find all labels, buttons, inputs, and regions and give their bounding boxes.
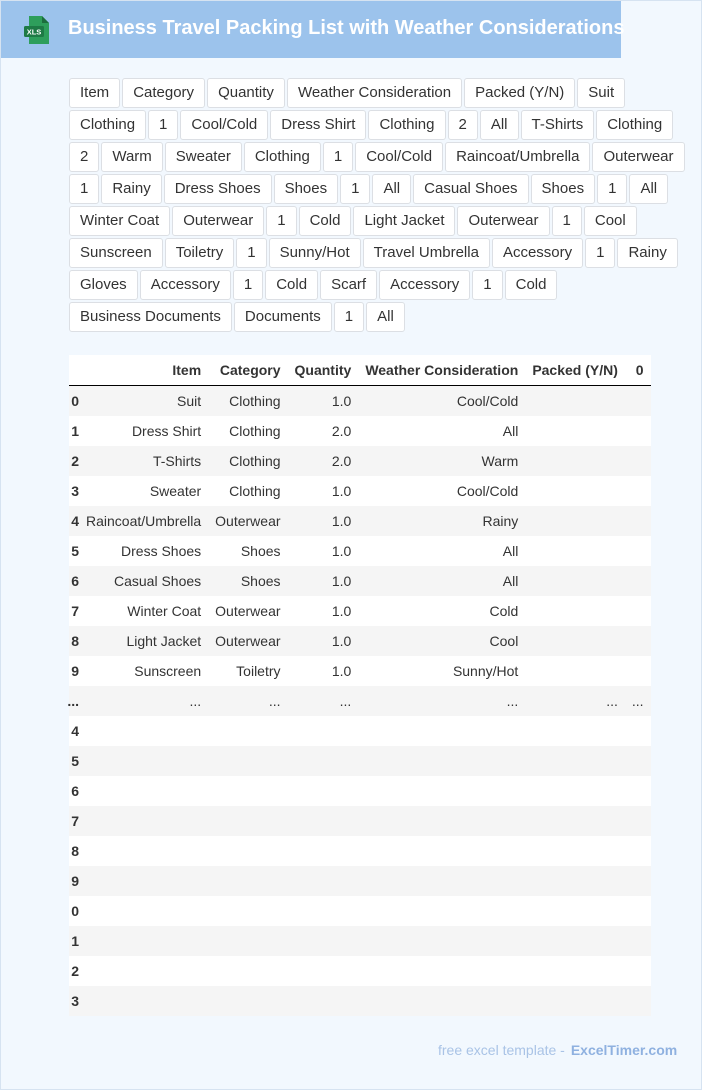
table-cell xyxy=(625,386,651,417)
row-index: ... xyxy=(69,686,79,716)
footer-brand-link[interactable]: ExcelTimer.com xyxy=(570,1042,678,1058)
table-cell xyxy=(625,866,651,896)
tag-item: Cool/Cold xyxy=(180,110,268,140)
table-cell xyxy=(525,956,625,986)
table-cell xyxy=(625,476,651,506)
tag-item: Clothing xyxy=(368,110,445,140)
tag-item: Packed (Y/N) xyxy=(464,78,575,108)
table-cell: 1.0 xyxy=(288,596,359,626)
table-cell xyxy=(625,506,651,536)
table-cell xyxy=(525,746,625,776)
table-cell: 1.0 xyxy=(288,506,359,536)
table-cell xyxy=(525,566,625,596)
table-row xyxy=(69,956,651,986)
tag-item: Winter Coat xyxy=(69,206,170,236)
tag-item: Shoes xyxy=(274,174,339,204)
xls-file-icon xyxy=(23,15,51,45)
tag-item: Category xyxy=(122,78,205,108)
table-cell: ... xyxy=(79,686,208,716)
table-cell xyxy=(208,806,287,836)
table-cell xyxy=(288,926,359,956)
table-cell: Winter Coat xyxy=(79,596,208,626)
table-cell xyxy=(208,896,287,926)
table-cell: All xyxy=(358,416,525,446)
table-cell: ... xyxy=(525,686,625,716)
table-cell: Suit xyxy=(79,386,208,417)
tag-item: T-Shirts xyxy=(521,110,595,140)
table-row xyxy=(69,566,651,596)
table-cell xyxy=(208,716,287,746)
table-cell xyxy=(79,836,208,866)
table-cell: ... xyxy=(625,686,651,716)
table-cell xyxy=(208,836,287,866)
table-cell: 1.0 xyxy=(288,536,359,566)
tag-item: 1 xyxy=(233,270,263,300)
tag-item: Sunny/Hot xyxy=(269,238,361,268)
tag-item: Accessory xyxy=(492,238,583,268)
table-cell xyxy=(79,806,208,836)
tag-item: Casual Shoes xyxy=(413,174,528,204)
tag-item: Cold xyxy=(265,270,318,300)
table-cell xyxy=(525,626,625,656)
tag-item: 1 xyxy=(236,238,266,268)
table-cell: 1.0 xyxy=(288,656,359,686)
tag-item: Clothing xyxy=(596,110,673,140)
table-cell xyxy=(625,926,651,956)
tag-item: Rainy xyxy=(617,238,677,268)
table-cell: Shoes xyxy=(208,566,287,596)
table-cell: 1.0 xyxy=(288,626,359,656)
tag-item: Light Jacket xyxy=(353,206,455,236)
table-cell xyxy=(525,986,625,1016)
table-row xyxy=(69,626,651,656)
table-cell: Clothing xyxy=(208,386,287,417)
table-cell xyxy=(79,956,208,986)
table-row xyxy=(69,716,651,746)
table-cell: 1.0 xyxy=(288,476,359,506)
tag-item: Toiletry xyxy=(165,238,235,268)
table-cell xyxy=(358,806,525,836)
table-cell: Casual Shoes xyxy=(79,566,208,596)
table-cell: Rainy xyxy=(358,506,525,536)
table-cell xyxy=(625,446,651,476)
tag-item: Cold xyxy=(505,270,558,300)
table-cell: ... xyxy=(208,686,287,716)
table-cell xyxy=(358,986,525,1016)
row-index: 4 xyxy=(69,716,79,746)
table-cell xyxy=(288,956,359,986)
table-cell: Sweater xyxy=(79,476,208,506)
table-cell xyxy=(208,926,287,956)
table-cell: ... xyxy=(358,686,525,716)
tag-item: Scarf xyxy=(320,270,377,300)
data-table xyxy=(69,355,651,1016)
table-cell xyxy=(625,536,651,566)
table-cell xyxy=(625,656,651,686)
row-index: 1 xyxy=(69,416,79,446)
table-cell xyxy=(625,776,651,806)
table-cell: 2.0 xyxy=(288,446,359,476)
row-index: 0 xyxy=(69,386,79,417)
table-cell xyxy=(358,776,525,806)
tag-item: 1 xyxy=(69,174,99,204)
table-cell xyxy=(288,806,359,836)
tag-item: Rainy xyxy=(101,174,161,204)
tag-item: Outerwear xyxy=(592,142,684,172)
table-cell xyxy=(525,416,625,446)
table-cell xyxy=(358,956,525,986)
table-cell xyxy=(288,896,359,926)
table-cell: Outerwear xyxy=(208,626,287,656)
tag-item: 1 xyxy=(323,142,353,172)
table-cell xyxy=(625,416,651,446)
tag-item: 2 xyxy=(448,110,478,140)
table-cell: ... xyxy=(288,686,359,716)
tag-item: Business Documents xyxy=(69,302,232,332)
table-cell: All xyxy=(358,566,525,596)
row-index: 0 xyxy=(69,896,79,926)
table-cell xyxy=(288,746,359,776)
table-cell xyxy=(208,986,287,1016)
table-cell xyxy=(208,956,287,986)
row-index: 8 xyxy=(69,836,79,866)
table-row xyxy=(69,596,651,626)
tag-item: 2 xyxy=(69,142,99,172)
tag-item: Clothing xyxy=(69,110,146,140)
table-cell xyxy=(625,746,651,776)
table-cell xyxy=(525,386,625,417)
tag-item: 1 xyxy=(266,206,296,236)
row-index: 3 xyxy=(69,986,79,1016)
table-cell: Raincoat/Umbrella xyxy=(79,506,208,536)
table-cell xyxy=(288,716,359,746)
tag-item: Cool/Cold xyxy=(355,142,443,172)
tag-item: Clothing xyxy=(244,142,321,172)
tag-item: All xyxy=(629,174,668,204)
tag-item: Outerwear xyxy=(172,206,264,236)
table-row xyxy=(69,896,651,926)
table-cell: Clothing xyxy=(208,476,287,506)
tag-item: Warm xyxy=(101,142,162,172)
row-index: 6 xyxy=(69,566,79,596)
column-header: Packed (Y/N) xyxy=(525,355,625,386)
footer xyxy=(438,1042,677,1058)
table-cell xyxy=(525,446,625,476)
table-cell: All xyxy=(358,536,525,566)
table-cell: Clothing xyxy=(208,446,287,476)
table-cell xyxy=(288,836,359,866)
table-cell xyxy=(525,536,625,566)
row-index: 5 xyxy=(69,536,79,566)
tag-item: 1 xyxy=(340,174,370,204)
table-cell xyxy=(525,776,625,806)
table-row xyxy=(69,476,651,506)
row-index: 2 xyxy=(69,956,79,986)
table-row xyxy=(69,926,651,956)
table-cell xyxy=(208,866,287,896)
table-cell: Cool/Cold xyxy=(358,386,525,417)
tag-item: Outerwear xyxy=(457,206,549,236)
tag-item: Documents xyxy=(234,302,332,332)
table-cell: Toiletry xyxy=(208,656,287,686)
table-cell xyxy=(358,836,525,866)
table-cell xyxy=(208,776,287,806)
tag-item: Sweater xyxy=(165,142,242,172)
table-cell: Sunny/Hot xyxy=(358,656,525,686)
table-cell xyxy=(525,716,625,746)
tag-item: Raincoat/Umbrella xyxy=(445,142,590,172)
table-cell xyxy=(525,476,625,506)
table-cell xyxy=(525,926,625,956)
table-cell: Clothing xyxy=(208,416,287,446)
tag-item: Suit xyxy=(577,78,625,108)
table-cell xyxy=(79,986,208,1016)
table-cell xyxy=(79,746,208,776)
table-row xyxy=(69,806,651,836)
page-title: Business Travel Packing List with Weather Considerations xyxy=(68,17,625,39)
table-cell xyxy=(625,806,651,836)
table-row xyxy=(69,656,651,686)
tag-item: Sunscreen xyxy=(69,238,163,268)
table-cell xyxy=(288,866,359,896)
tag-item: Accessory xyxy=(379,270,470,300)
table-cell xyxy=(525,866,625,896)
tag-item: 1 xyxy=(552,206,582,236)
tag-list xyxy=(69,78,689,334)
table-cell: Light Jacket xyxy=(79,626,208,656)
column-header: Category xyxy=(208,355,287,386)
table-row xyxy=(69,776,651,806)
tag-item: All xyxy=(366,302,405,332)
table-cell: Dress Shirt xyxy=(79,416,208,446)
table-cell xyxy=(79,776,208,806)
table-cell xyxy=(625,596,651,626)
table-cell: Cool xyxy=(358,626,525,656)
row-index: 9 xyxy=(69,866,79,896)
tag-item: Weather Consideration xyxy=(287,78,462,108)
table-cell: Cool/Cold xyxy=(358,476,525,506)
tag-item: All xyxy=(480,110,519,140)
table-cell xyxy=(525,596,625,626)
table-cell xyxy=(525,896,625,926)
table-cell: T-Shirts xyxy=(79,446,208,476)
table-row xyxy=(69,686,651,716)
table-row xyxy=(69,506,651,536)
table-cell: Warm xyxy=(358,446,525,476)
table-cell: 1.0 xyxy=(288,566,359,596)
table-cell xyxy=(288,776,359,806)
table-header-row xyxy=(69,355,651,386)
table-cell xyxy=(625,986,651,1016)
tag-item: Cold xyxy=(299,206,352,236)
tag-item: Item xyxy=(69,78,120,108)
svg-text:XLS: XLS xyxy=(26,27,42,37)
table-row xyxy=(69,986,651,1016)
table-cell xyxy=(525,656,625,686)
tag-item: 1 xyxy=(597,174,627,204)
table-cell xyxy=(358,716,525,746)
table-cell xyxy=(208,746,287,776)
tag-item: Cool xyxy=(584,206,637,236)
table-cell: Sunscreen xyxy=(79,656,208,686)
table-cell: Outerwear xyxy=(208,596,287,626)
column-header: Item xyxy=(79,355,208,386)
table-row xyxy=(69,536,651,566)
table-row xyxy=(69,416,651,446)
table-cell xyxy=(525,506,625,536)
title-bar xyxy=(1,1,625,58)
tag-item: Shoes xyxy=(531,174,596,204)
row-index: 8 xyxy=(69,626,79,656)
table-row xyxy=(69,746,651,776)
table-cell: 1.0 xyxy=(288,386,359,417)
row-index: 9 xyxy=(69,656,79,686)
column-header: 0 xyxy=(625,355,651,386)
tag-item: Gloves xyxy=(69,270,138,300)
tag-item: Accessory xyxy=(140,270,231,300)
table-cell xyxy=(625,956,651,986)
row-index: 7 xyxy=(69,596,79,626)
table-cell xyxy=(79,716,208,746)
table-cell: Cold xyxy=(358,596,525,626)
row-index: 5 xyxy=(69,746,79,776)
table-cell xyxy=(525,806,625,836)
tag-item: Dress Shoes xyxy=(164,174,272,204)
column-header: Quantity xyxy=(288,355,359,386)
table-cell xyxy=(358,746,525,776)
table-cell xyxy=(625,716,651,746)
tag-item: Dress Shirt xyxy=(270,110,366,140)
table-cell xyxy=(625,896,651,926)
row-index: 6 xyxy=(69,776,79,806)
tag-item: Quantity xyxy=(207,78,285,108)
row-index: 4 xyxy=(69,506,79,536)
table-cell: Shoes xyxy=(208,536,287,566)
table-row xyxy=(69,446,651,476)
table-cell xyxy=(358,926,525,956)
data-table-container xyxy=(69,355,652,1016)
tag-item: 1 xyxy=(148,110,178,140)
table-cell: Dress Shoes xyxy=(79,536,208,566)
tag-item: 1 xyxy=(472,270,502,300)
row-index: 7 xyxy=(69,806,79,836)
table-cell xyxy=(79,896,208,926)
tag-item: All xyxy=(372,174,411,204)
column-header xyxy=(69,355,79,386)
table-cell: Outerwear xyxy=(208,506,287,536)
row-index: 2 xyxy=(69,446,79,476)
table-cell xyxy=(625,836,651,866)
table-cell: 2.0 xyxy=(288,416,359,446)
row-index: 1 xyxy=(69,926,79,956)
tag-item: 1 xyxy=(334,302,364,332)
table-cell xyxy=(358,896,525,926)
table-row xyxy=(69,386,651,417)
table-cell xyxy=(79,926,208,956)
table-cell xyxy=(625,626,651,656)
table-cell xyxy=(625,566,651,596)
table-cell xyxy=(525,836,625,866)
column-header: Weather Consideration xyxy=(358,355,525,386)
row-index: 3 xyxy=(69,476,79,506)
table-cell xyxy=(288,986,359,1016)
tag-item: 1 xyxy=(585,238,615,268)
footer-text: free excel template - xyxy=(438,1042,565,1058)
tag-item: Travel Umbrella xyxy=(363,238,490,268)
table-cell xyxy=(79,866,208,896)
table-row xyxy=(69,836,651,866)
table-cell xyxy=(358,866,525,896)
table-row xyxy=(69,866,651,896)
